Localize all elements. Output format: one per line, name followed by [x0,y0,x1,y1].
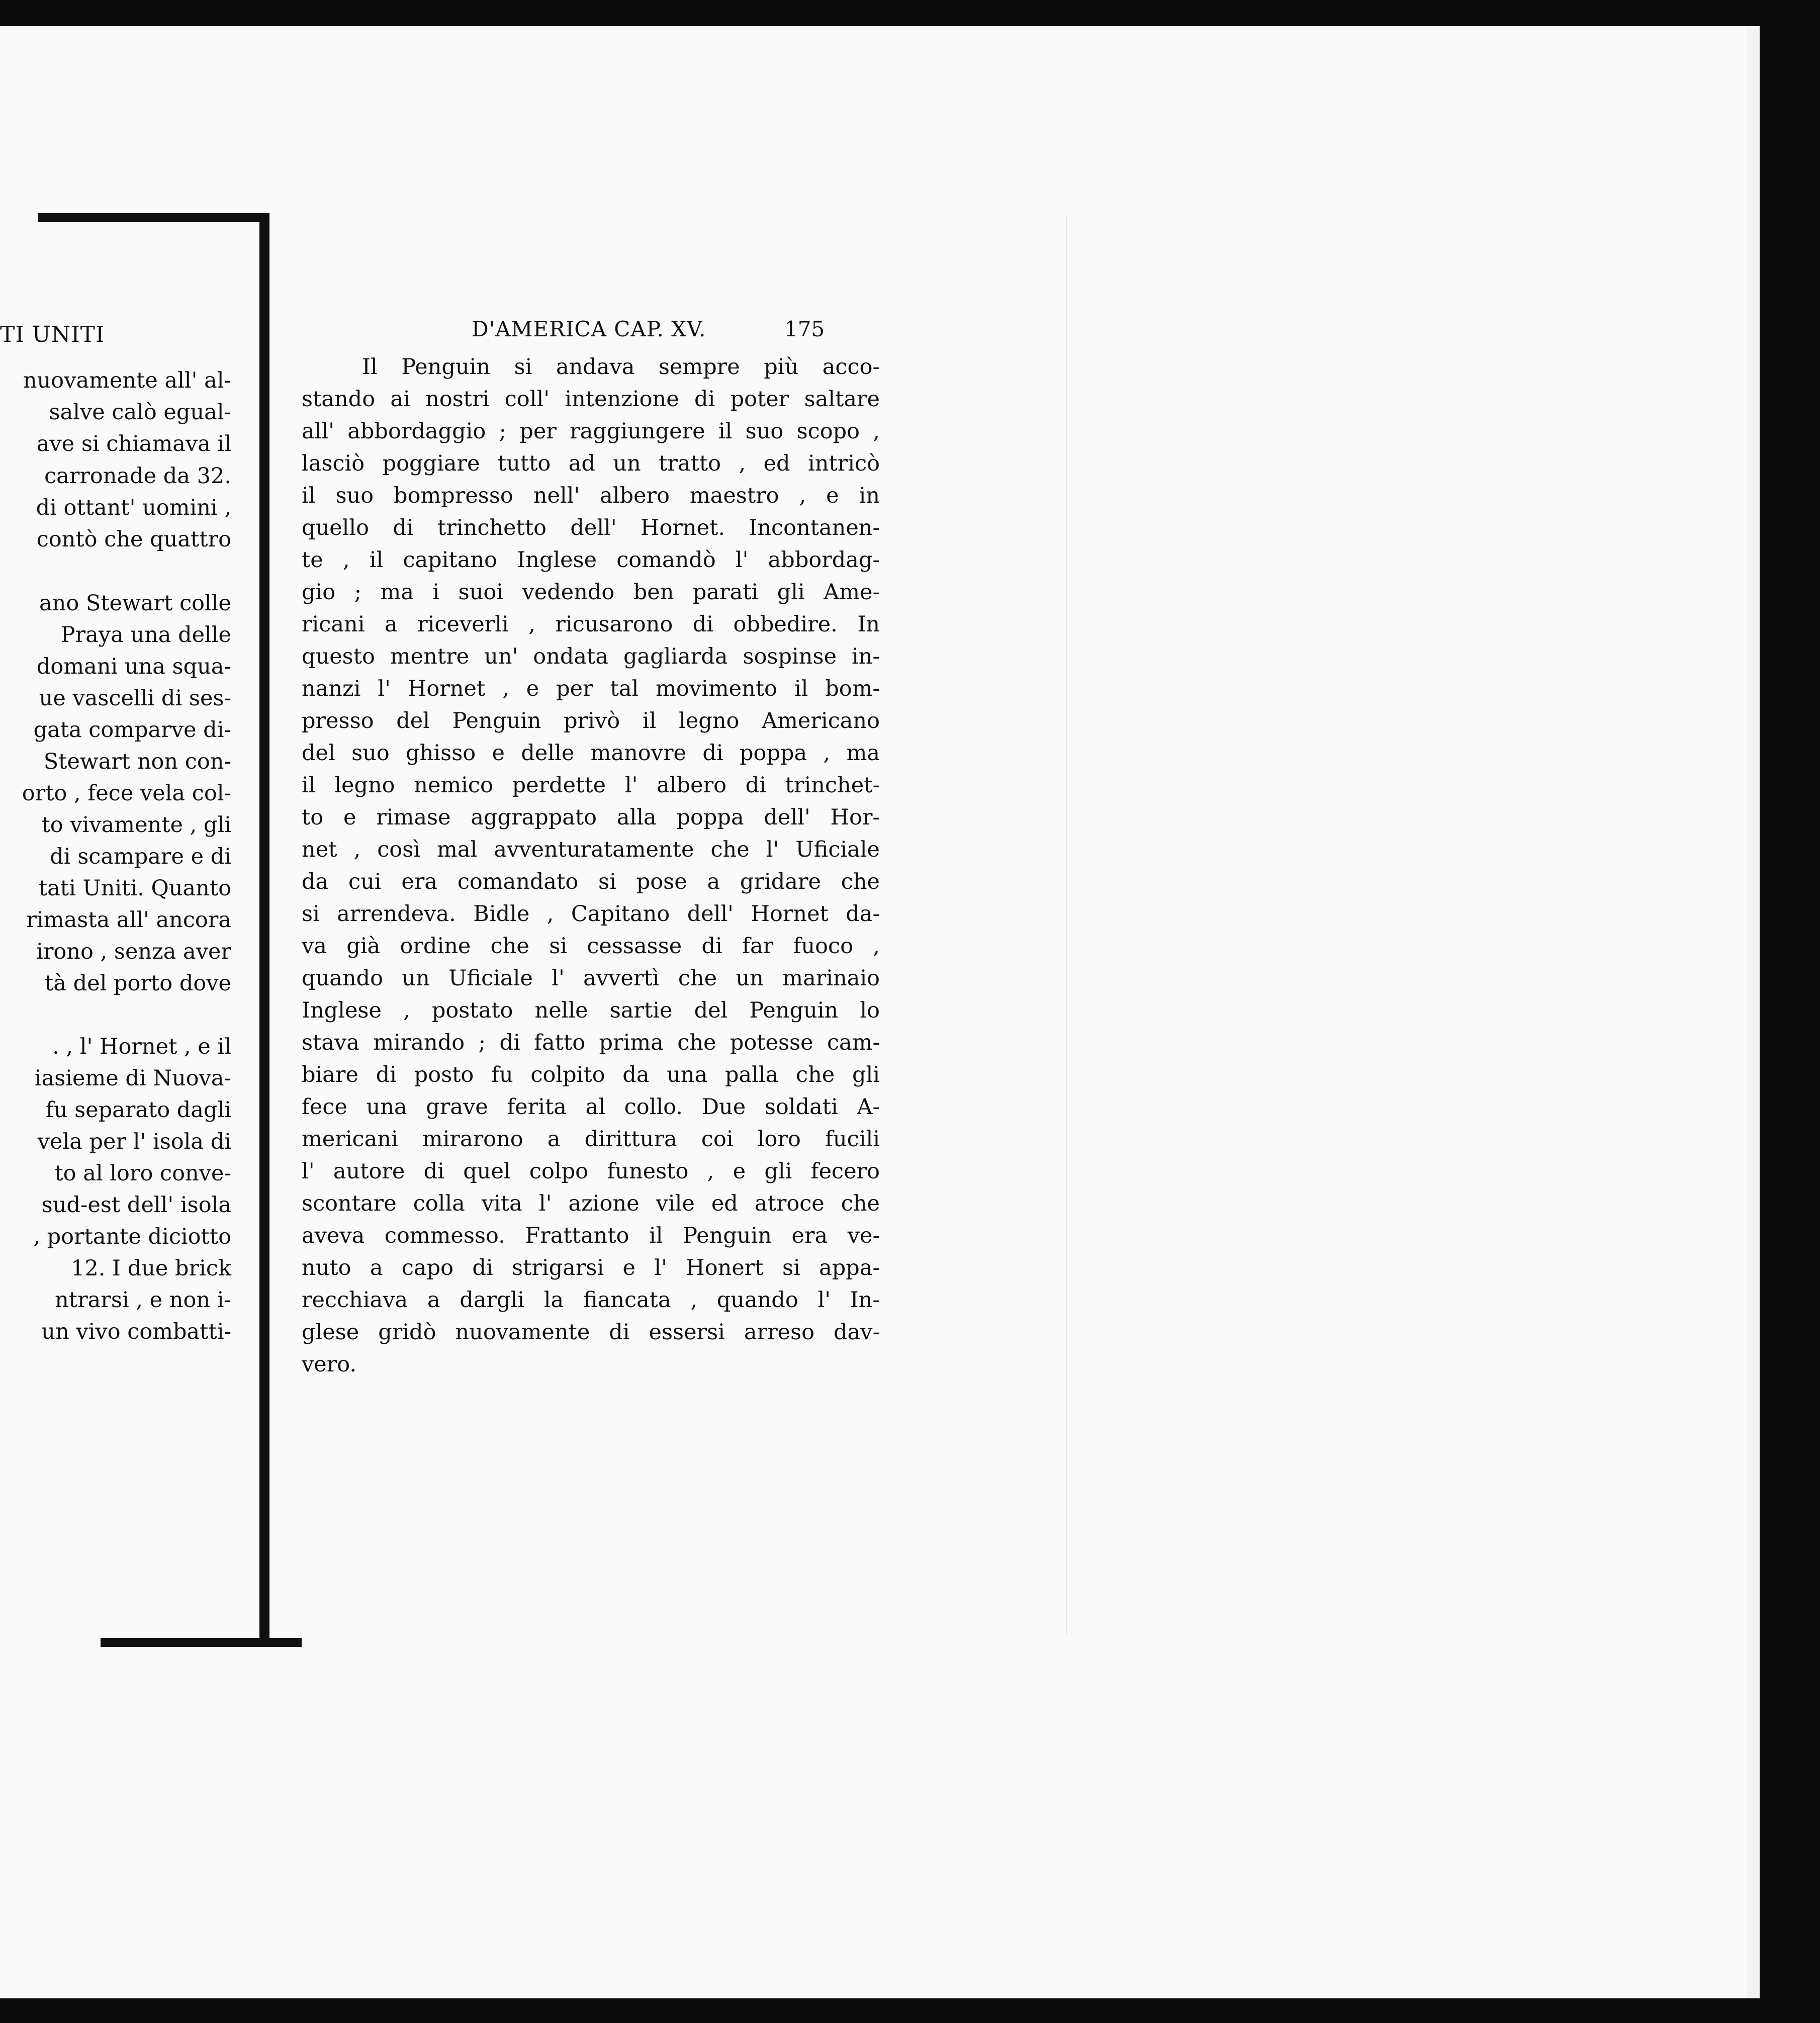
text-line: all' abbordaggio ; per raggiungere il suo scopo , [302,419,880,444]
text-line: nuto a capo di strigarsi e l' Honert si appa- [302,1255,880,1280]
left-text-line: Praya una delle [60,622,231,648]
bracket-bottom-rule [101,1638,302,1647]
running-head [302,317,880,347]
scan-border-top [0,0,1820,26]
text-line: Il Penguin si andava sempre più acco- [362,354,880,380]
text-line: il suo bompresso nell' albero maestro , e in [302,483,880,508]
left-text-line: di scampare e di [50,844,231,869]
text-line: si arrendeva. Bidle , Capitano dell' Hornet da- [302,901,880,927]
left-text-line: carronade da 32. [44,464,231,489]
text-line: ricani a riceverli , ricusarono di obbedire. In [302,612,880,637]
left-text-line: sud-est dell' isola [41,1192,231,1218]
book-edge-shadow [1760,26,1799,1998]
left-text-line: ano Stewart colle [39,591,231,616]
left-text-line: , portante diciotto [33,1224,231,1249]
left-text-line: ntrarsi , e non i- [55,1288,231,1313]
text-line: te , il capitano Inglese comandò l' abbordag- [302,547,880,573]
text-line: l' autore di quel colpo funesto , e gli fecero [302,1159,880,1184]
text-line: gio ; ma i suoi vedendo ben parati gli Ame- [302,580,880,605]
left-text-line: contò che quattro [36,527,231,552]
text-line: recchiava a dargli la fiancata , quando l' In- [302,1288,880,1313]
page-fold-line [1066,216,1067,1634]
left-text-line: vela per l' isola di [37,1129,231,1154]
text-line: presso del Penguin privò il legno Americano [302,708,880,733]
text-line: quello di trinchetto dell' Hornet. Incontanen- [302,515,880,540]
left-text-line: ue vascelli di ses- [39,686,231,711]
left-text-line: orto , fece vela col- [22,781,231,806]
text-line: fece una grave ferita al collo. Due soldati A- [302,1094,880,1120]
left-text-line: tà del porto dove [45,971,231,996]
paper-edge [1747,26,1760,1998]
left-text-line: nuovamente all' al- [23,368,231,393]
left-text-line: Stewart non con- [43,749,231,774]
text-line: il legno nemico perdette l' albero di trinchet- [302,773,880,798]
running-head-title: D'AMERICA CAP. XV. [472,317,706,341]
left-text-line: . , l' Hornet , e il [52,1034,231,1059]
text-line: del suo ghisso e delle manovre di poppa , ma [302,741,880,766]
text-line: biare di posto fu colpito da una palla che gli [302,1062,880,1087]
left-text-line: 12. I due brick [70,1256,231,1281]
left-text-line: to vivamente , gli [41,812,231,838]
text-line: da cui era comandato si pose a gridare che [302,869,880,894]
left-text-line: domani una squa- [36,654,231,679]
scan-border-right [1799,0,1820,2023]
text-line: vero. [302,1352,357,1377]
text-line: Inglese , postato nelle sartie del Penguin lo [302,998,880,1023]
left-running-head: TI UNITI [0,322,105,347]
bracket-top-rule [38,213,269,222]
text-line: lasciò poggiare tutto ad un tratto , ed intricò [302,451,880,476]
text-line: scontare colla vita l' azione vile ed atroce che [302,1191,880,1216]
left-text-line: un vivo combatti- [41,1319,231,1344]
text-line: va già ordine che si cessasse di far fuoco , [302,934,880,959]
body-text [302,351,880,1381]
text-line: net , così mal avventuratamente che l' Uficiale [302,837,880,862]
text-line: mericani mirarono a dirittura coi loro fucili [302,1127,880,1152]
left-text-line: rimasta all' ancora [26,907,231,933]
text-line: quando un Uficiale l' avvertì che un marinaio [302,966,880,991]
left-text-line: ave si chiamava il [36,431,231,456]
text-line: stava mirando ; di fatto prima che potesse cam- [302,1030,880,1055]
text-line: to e rimase aggrappato alla poppa dell' Hor- [302,805,880,830]
left-text-line: fu separato dagli [45,1097,231,1123]
text-line: glese gridò nuovamente di essersi arreso dav- [302,1320,880,1345]
left-text-line: di ottant' uomini , [36,495,231,520]
text-line: questo mentre un' ondata gagliarda sospinse in- [302,644,880,669]
left-text-line: tati Uniti. Quanto [38,876,231,901]
scan-border-bottom [0,1998,1820,2023]
left-text-line: iasieme di Nuova- [34,1066,231,1091]
left-text-line: to al loro conve- [54,1161,231,1186]
left-text-line: gata comparve di- [33,717,231,743]
left-text-line: irono , senza aver [36,939,231,964]
text-line: aveva commesso. Frattanto il Penguin era ve- [302,1223,880,1248]
bracket-vertical-rule [259,213,269,1647]
text-line: nanzi l' Hornet , e per tal movimento il bom- [302,676,880,701]
page-number: 175 [784,317,825,341]
text-line: stando ai nostri coll' intenzione di poter saltare [302,387,880,412]
left-text-line: salve calò egual- [49,400,231,425]
